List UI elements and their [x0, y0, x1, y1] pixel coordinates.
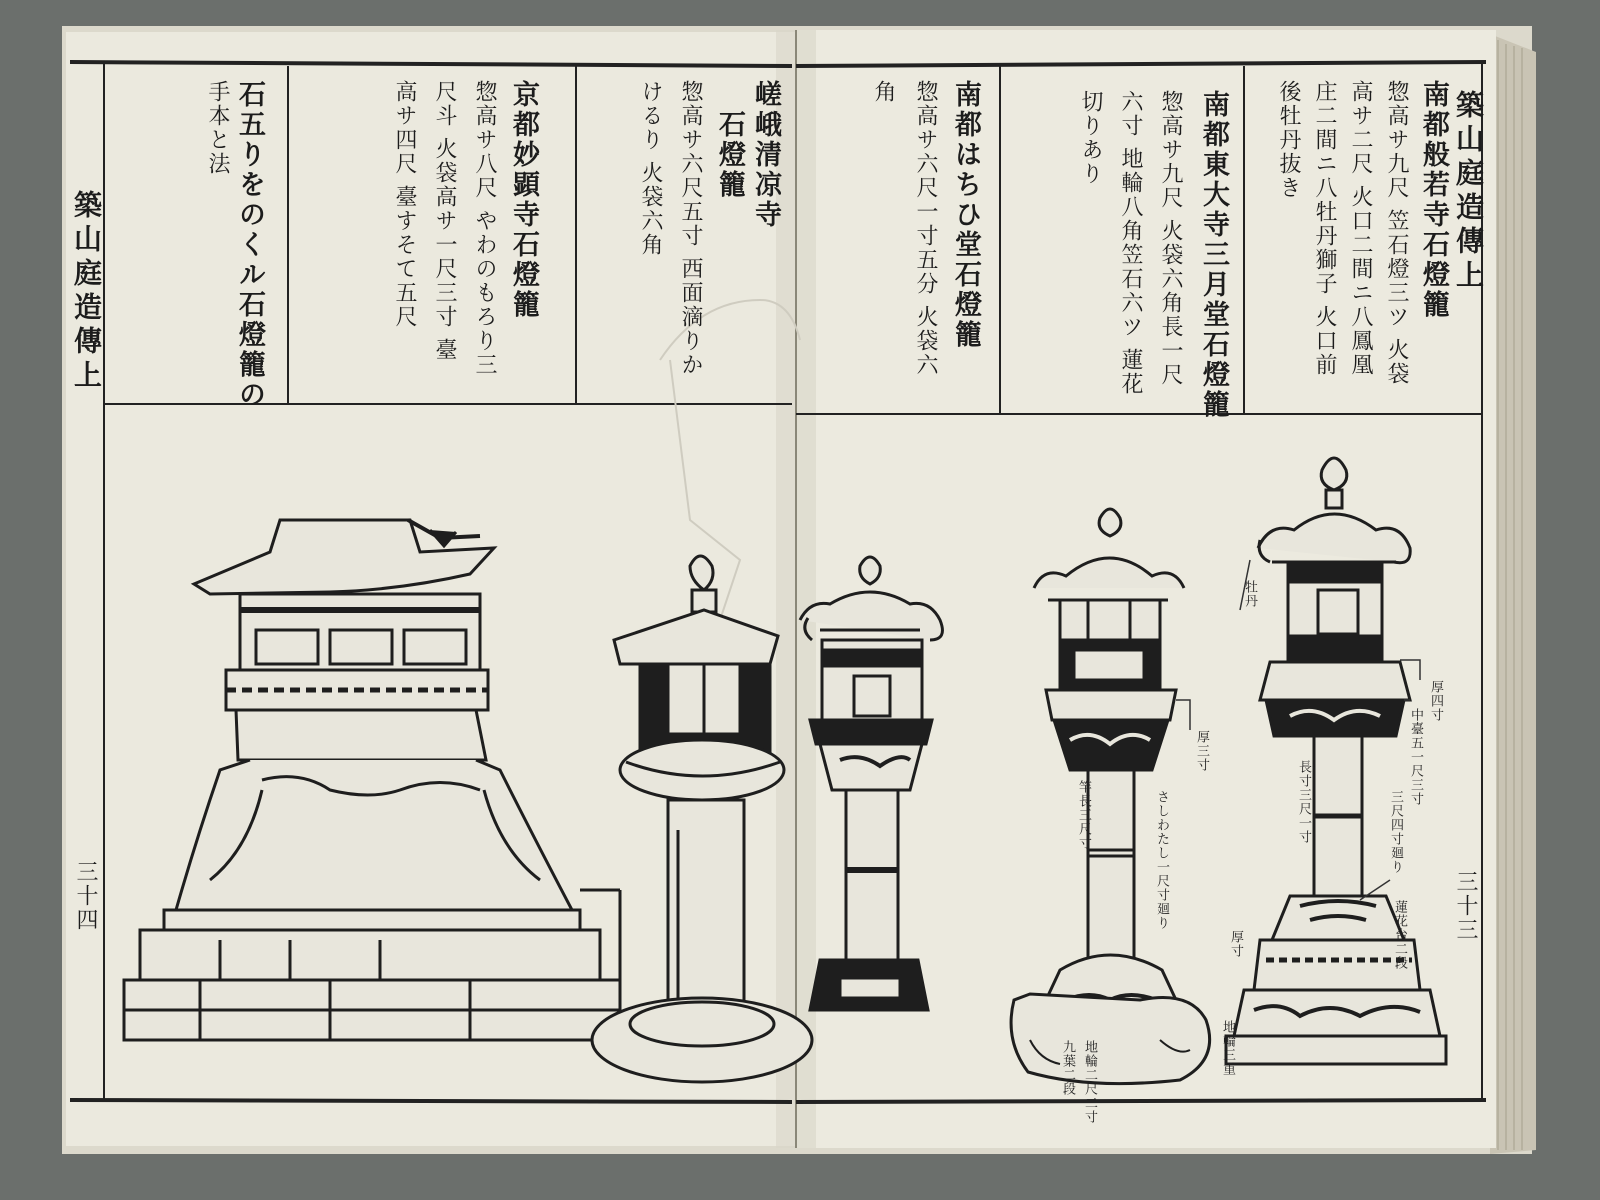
- annotation-lantern4-lotus-base: 蓮花台二段: [1392, 900, 1407, 970]
- right-col-1-head: 南都般若寺石燈籠: [1418, 80, 1449, 320]
- left-col-4-head: 嵯峨清凉寺: [750, 80, 781, 230]
- annotation-lantern4-peony: 牡丹: [1242, 580, 1257, 608]
- left-col-1-head: 石五りをのくル石燈籠の: [234, 80, 265, 410]
- margin-title-right: 築山庭造傳上: [1452, 90, 1485, 294]
- annotation-lantern3-thickness: 厚三寸: [1194, 730, 1209, 772]
- page-number-right: 三十三: [1453, 870, 1478, 942]
- annotation-lantern4-base-thickness: 厚寸: [1228, 930, 1243, 958]
- annotation-lantern4-girth: 三尺四寸廻り: [1388, 790, 1403, 874]
- left-col-3-head: 石燈籠: [714, 110, 745, 200]
- right-col-2-head: 南都東大寺三月堂石燈籠: [1198, 90, 1229, 420]
- right-col-3-body: 惣高サ六尺一寸五分 火袋六角: [871, 80, 938, 377]
- page-stack: [1490, 34, 1536, 1154]
- annotation-lantern4-thickness: 厚四寸: [1428, 680, 1443, 722]
- annotation-lantern3-girth: さしわたし一尺寸廻り: [1154, 790, 1169, 930]
- left-col-3-body: 惣高サ六尺五寸 西面滴りかけるり 火袋六角: [638, 80, 703, 377]
- annotation-lantern4-middle: 中臺五一尺三寸: [1408, 708, 1423, 806]
- page-number-left: 三十四: [73, 860, 98, 932]
- right-col-3-head: 南都はちひ堂石燈籠: [950, 80, 981, 350]
- left-col-2-head: 京都妙顕寺石燈籠: [508, 80, 539, 320]
- annotation-lantern4-length: 長寸三尺一寸: [1296, 760, 1311, 844]
- left-col-1-body: 手本と法: [205, 80, 230, 176]
- margin-title-left: 築山庭造傳上: [70, 190, 103, 394]
- annotation-lantern3-pole: 竿長三尺寸: [1076, 780, 1091, 850]
- annotation-lantern3-base: 地輪二尺二寸: [1082, 1040, 1097, 1124]
- left-col-2-body: 惣高サ八尺 やわのもろり三尺斗 火袋高サ一尺三寸 臺高サ四尺 臺すそて五尺: [392, 80, 497, 377]
- annotation-lantern4-ground-ring: 地輪三重: [1220, 1020, 1235, 1076]
- right-col-2-body: 惣高サ九尺 火袋六角長一尺六寸 地輪八角笠石六ツ 蓮花切りあり: [1078, 90, 1183, 396]
- right-col-1-body: 惣高サ九尺 笠石燈三ツ 火袋高サ二尺 火口二間ニ八鳳凰 庄二間ニ八牡丹獅子 火口前後牡丹抜き: [1276, 80, 1409, 386]
- annotation-lantern3-lotus: 九葉二段: [1060, 1040, 1075, 1096]
